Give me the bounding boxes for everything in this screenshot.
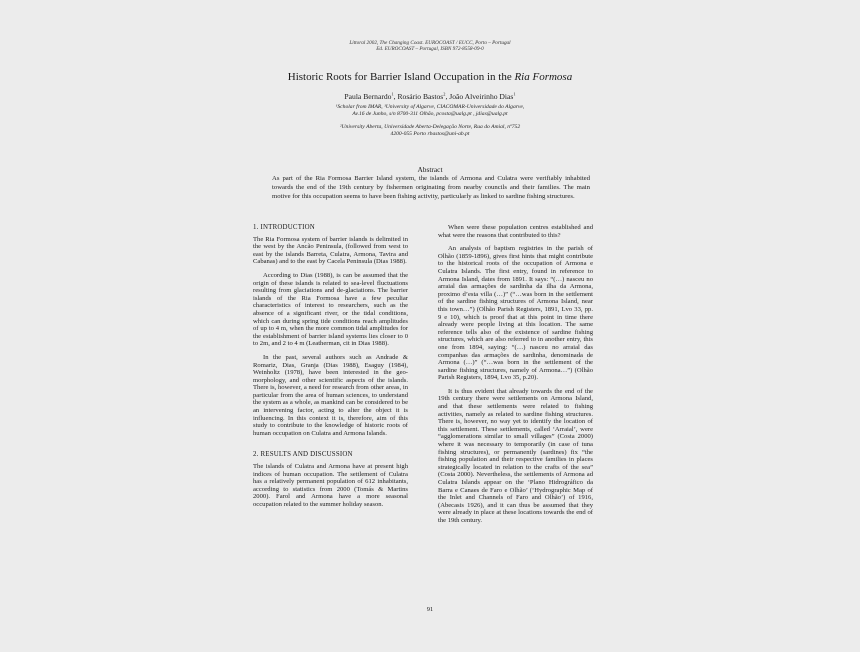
paragraph: The Ria Formosa system of barrier islands is delimited in the west by the Ancão Peninsula, (followed from west to east by the islands Barreta, Culatra, Armona, Tavira and Cabanas) and to the east by Cacela Peninsula (Dias 1988). <box>253 235 408 266</box>
paragraph: It is thus evident that already towards the end of the 19th century there were settlements on Armona Island, and that these settlements were related to fishing activities, namely as related to sardine fishing structures. There is, however, no way yet to identify the location of this settlement. These settlements, called ‘Arraial’, were “agglomerations similar to small villages” (Costa 2000) where it was necessary to temporarily (in case of tuna fishing structures), or permanently (sardines) fix “the fishing population and their respective families in places strategically located in relation to the crafts of the sea” (Costa 2000). Nevertheless, the settlements of Armona ad Culatra Islands appear on the ‘Plano Hidrográfico da Barra e Canaes de Faro e Olhão’ (‘Hydrographic Map of the Inlet and Channels of Faro and Olhão’) of 1916, (Abecasis 1926), and it can thus be assumed that they were already in place at these locations towards the end of the 19th century. <box>438 387 593 524</box>
proceedings-header <box>0 40 860 52</box>
affiliation-2: ²University Aberta, Universidade Aberta-Delegação Norte, Rua do Amial, nº752 4200-055 Porto rbastos@uni-ab.pt <box>339 124 521 137</box>
title-main: Historic Roots for Barrier Island Occupation in the <box>287 71 515 83</box>
section-heading-results: 2. RESULTS AND DISCUSSION <box>253 451 353 459</box>
abstract-text: As part of the Ria Formosa Barrier Island system, the islands of Armona and Culatra were verifiably inhabited towards the end of the 19th century by fishermen originating from nearby councils and their families. The main motive for this occupation seems to have been fishing activity, particularly as linked to sardine fishing structures. <box>272 175 590 200</box>
left-column <box>253 224 408 515</box>
paragraph: In the past, several authors such as Andrade & Romariz, Dias, Granja (Dias 1988), Esaguy (1984), Weinholtz (1978), have been interested in the geo-morphology, and other scientific aspects of the islands. There is, however, a need for research from other areas, in particular from the area of human sciences, to understand the system as a whole, as mankind can be considered to be an intervening factor, acting to alter the object it is influencing. In this context it is, therefore, aim of this study to contribute to the knowledge of historic roots of human occupation on Culatra and Armona Islands. <box>253 353 408 437</box>
author-2: , Rosário Bastos <box>393 92 444 101</box>
author-list: Paula Bernardo$^1$, Rosário Bastos$^2$, João Alveirinho Dias$^1$ <box>344 91 516 101</box>
author-3: , João Alveirinho Dias <box>445 92 514 101</box>
title-italic: Ria Formosa <box>514 71 573 83</box>
header-line-2: Ed. EUROCOAST – Portugal, ISBN 972-8558-09-0 <box>376 46 484 53</box>
page-number: 91 <box>426 606 434 613</box>
right-column <box>438 224 593 531</box>
affiliation-1: ¹Scholar from IMAR, ¹University of Algarve, CIACOMAR-Universidade do Algarve, Av.16 de Junho, s/n 8700-311 Olhão, pcosta@ualg.pt , jdias@ualg.pt <box>335 104 525 117</box>
paragraph: When were these population centres established and what were the reasons that contributed to this? <box>438 224 593 239</box>
abstract-heading: Abstract <box>417 165 443 174</box>
paper-title <box>0 71 860 83</box>
author-1: Paula Bernardo <box>344 92 392 101</box>
paragraph: According to Dias (1988), is can be assumed that the origin of these islands is related to sea-level fluctuations resulting from glaciations and de-glaciations. The barrier islands of the Ria Formosa have a few peculiar characteristics of interest to researchers, such as the absence of a significant river, or the tidal conditions, which can during spring tide conditions reach amplitudes of up to 4 m, when the more common tidal amplitudes for the establishment of barrier island systems lies closer to 0 to 2m, and 2 to 4 m (Leatherman, cit in Dias 1988). <box>253 271 408 348</box>
paragraph: An analysis of baptism registries in the parish of Olhão (1859-1896), gives first hints that might contribute to the historical roots of the occupation of Armona e Culatra Islands. The first entry, found in reference to Armona Island, dates from 1891. It says: “(…) nasceu no arraial das armações de sardinha da ilha da Armona, proximo d’esta villa (…)” (“…was born in the settlement of the sardine fishing structures of Armona Island, near this town…”) (Olhão Parish Registers, 1891, Lvo 33, pp. 9 e 10), which is proof that at this point in time there already were people living at this location. The same reference tells also of the existence of sardine fishing structures, which are also referred to in another entry, this one from 1894, saying: “(…) nasceu no arraial das companhas das armações de sardinha, denominada de Armona (…)” (“…was born in the settlement of the sardine fishing structures, namely of Armona…”) (Olhão Parish Registers, 1894, Lvo 35, p.20). <box>438 245 593 382</box>
header-line-1: Littoral 2002, The Changing Coast. EUROCOAST / EUCC, Porto – Portugal <box>349 40 511 46</box>
section-heading-introduction: 1. INTRODUCTION <box>253 224 315 231</box>
paragraph: The islands of Culatra and Armona have at present high indices of human occupation. The settlement of Culatra has a relatively permanent population of 612 inhabitants, according to statistics from 2000 (Tomás & Martins 2000). Farol and Armona have a more seasonal occupation related to the summer holiday season. <box>253 463 408 508</box>
